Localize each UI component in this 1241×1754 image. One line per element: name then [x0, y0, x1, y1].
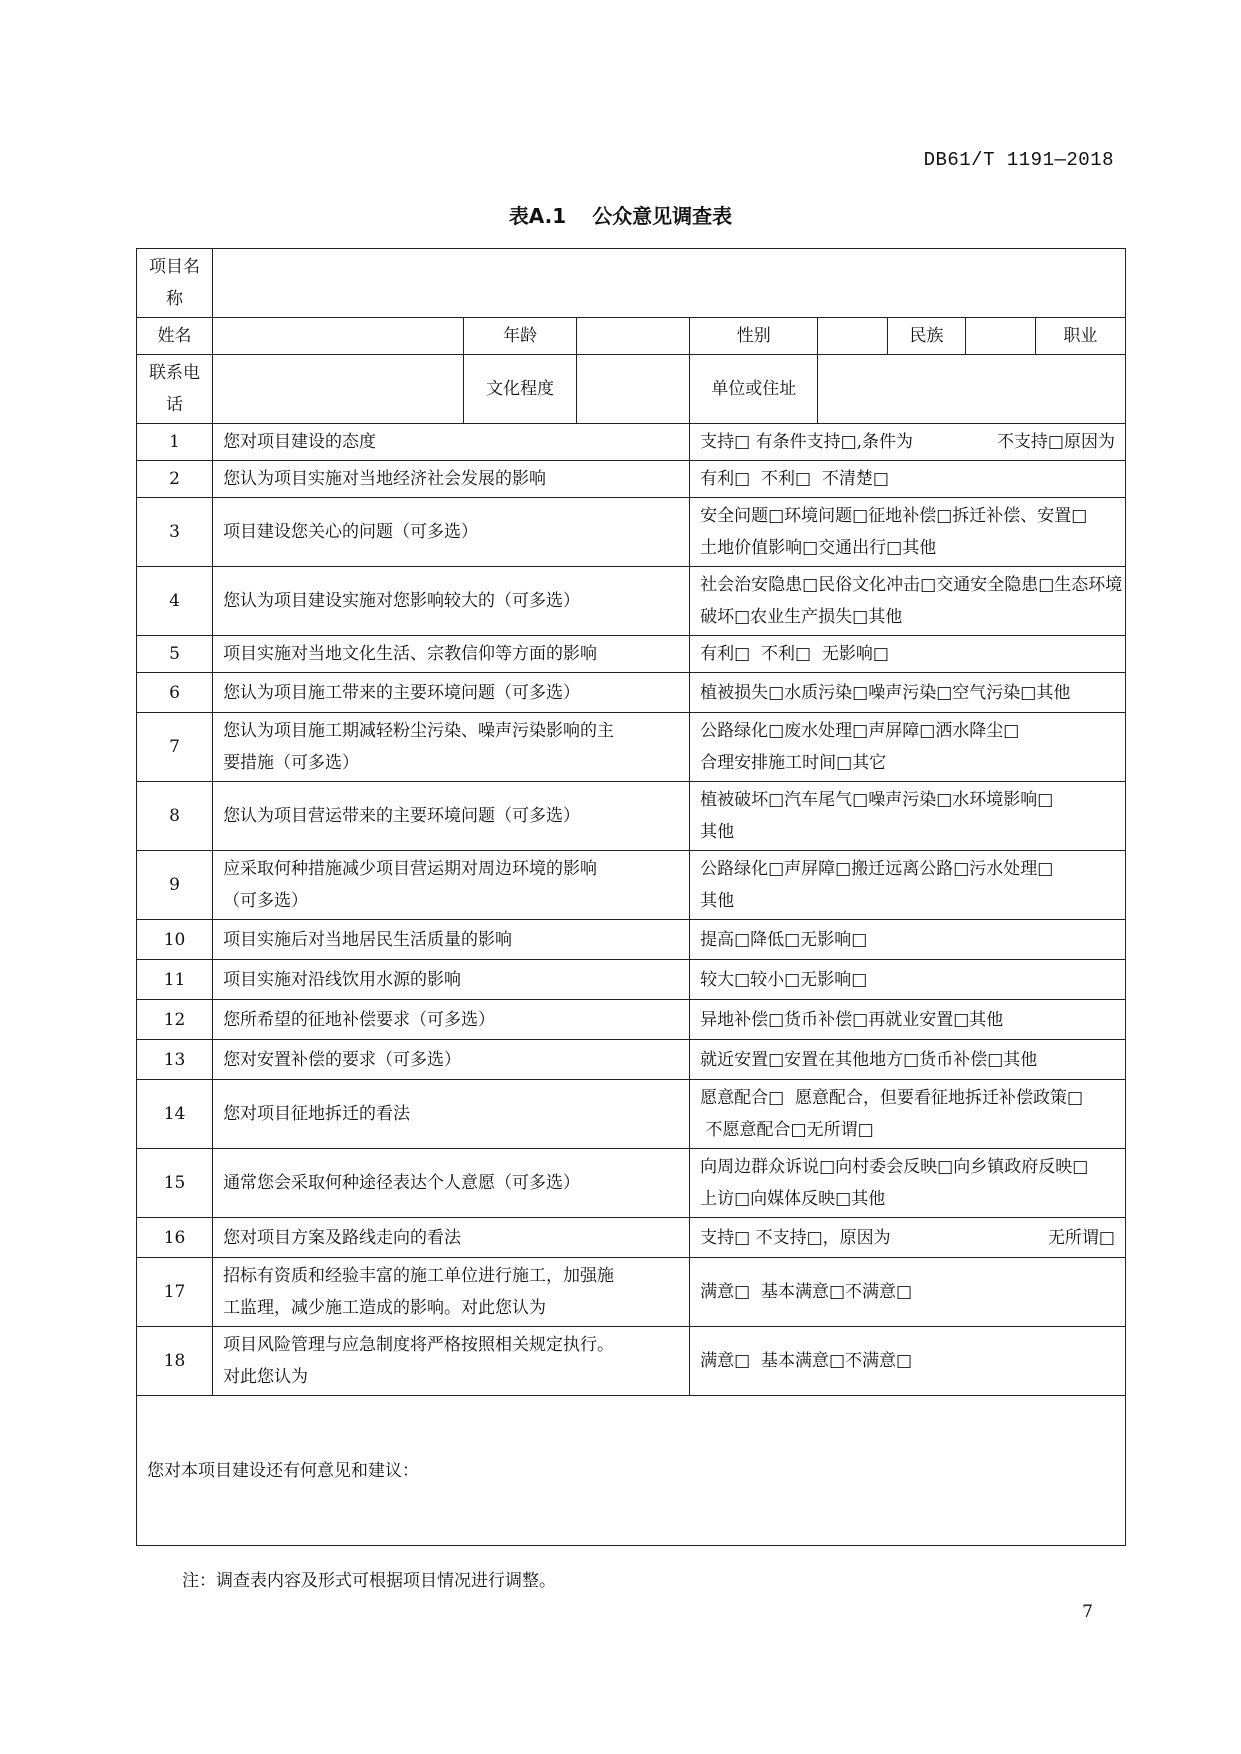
question-text	[213, 1080, 690, 1149]
question-text	[213, 498, 690, 567]
question-text-line: 工监理，减少施工造成的影响。对此您认为	[223, 1298, 547, 1318]
education-label: 文化程度	[464, 355, 577, 424]
question-row	[137, 498, 1126, 567]
table-title-text: 公众意见调查表	[592, 204, 733, 228]
answer-option-text: 向周边群众诉说□向村委会反映□向乡镇政府反映□	[700, 1157, 1089, 1177]
question-row	[137, 461, 1126, 498]
occupation-label: 职业	[1035, 318, 1125, 355]
answer-option-text: 公路绿化□废水处理□声屏障□洒水降尘□	[700, 721, 1020, 741]
answer-option-text: 安全问题□环境问题□征地补偿□拆迁补偿、安置□	[700, 506, 1088, 526]
gender-label: 性别	[690, 318, 818, 355]
question-text	[213, 1149, 690, 1218]
question-text	[213, 673, 690, 713]
question-text	[213, 713, 690, 782]
name-label: 姓名	[137, 318, 213, 355]
answer-options[interactable]	[690, 782, 1126, 851]
question-text-line: 应采取何种措施减少项目营运期对周边环境的影响	[223, 859, 598, 879]
ethnicity-label: 民族	[887, 318, 965, 355]
question-text-line: 项目建设您关心的问题（可多选）	[223, 522, 479, 542]
question-text	[213, 1218, 690, 1258]
question-text-line: 您认为项目施工带来的主要环境问题（可多选）	[223, 682, 581, 703]
answer-options[interactable]	[690, 424, 1126, 461]
answer-option-text: 愿意配合□ 愿意配合，但要看征地拆迁补偿政策□	[700, 1088, 1084, 1108]
question-row	[137, 636, 1126, 673]
question-row	[137, 713, 1126, 782]
answer-option-text: 植被破坏□汽车尾气□噪声污染□水环境影响□	[700, 790, 1054, 810]
answer-option-text: 异地补偿□货币补偿□再就业安置□其他	[700, 1009, 1004, 1030]
answer-options[interactable]	[690, 461, 1126, 498]
question-row	[137, 1040, 1126, 1080]
phone-field[interactable]	[213, 355, 464, 424]
question-text	[213, 1000, 690, 1040]
gender-field[interactable]	[818, 318, 888, 355]
standard-code: DB61/T 1191—2018	[923, 149, 1114, 171]
project-name-label: 项目名称	[137, 249, 213, 318]
ethnicity-field[interactable]	[966, 318, 1036, 355]
question-row	[137, 424, 1126, 461]
question-text-line: 您认为项目建设实施对您影响较大的（可多选）	[223, 591, 581, 611]
suggestion-label: 您对本项目建设还有何意见和建议：	[147, 1460, 419, 1481]
question-text	[213, 567, 690, 636]
question-number: 3	[137, 498, 213, 567]
question-text-line: 通常您会采取何种途径表达个人意愿（可多选）	[223, 1173, 581, 1193]
question-number: 8	[137, 782, 213, 851]
answer-option-text: 满意□ 基本满意□不满意□	[700, 1351, 913, 1371]
question-number: 9	[137, 851, 213, 920]
answer-option-text: 无所谓□	[1047, 1227, 1115, 1248]
answer-option-text: 有利□ 不利□ 不清楚□	[700, 469, 889, 489]
answer-option-text: 提高□降低□无影响□	[700, 929, 868, 950]
question-row	[137, 960, 1126, 1000]
answer-options[interactable]	[690, 1218, 1126, 1258]
question-number: 6	[137, 673, 213, 713]
question-row	[137, 1218, 1126, 1258]
answer-option-text: 不愿意配合□无所谓□	[700, 1120, 874, 1140]
question-text-line: 您对安置补偿的要求（可多选）	[223, 1049, 462, 1070]
question-text	[213, 1327, 690, 1396]
question-row	[137, 1327, 1126, 1396]
question-text-line: 要措施（可多选）	[223, 753, 360, 773]
question-number: 15	[137, 1149, 213, 1218]
project-name-field[interactable]	[213, 249, 1126, 318]
question-number: 12	[137, 1000, 213, 1040]
answer-option-text: 支持□ 有条件支持□,条件为	[700, 432, 914, 452]
suggestion-row	[137, 1396, 1126, 1546]
question-number: 10	[137, 920, 213, 960]
answer-options[interactable]	[690, 1040, 1126, 1080]
question-text-line: 您对项目建设的态度	[223, 432, 377, 452]
question-row	[137, 1080, 1126, 1149]
question-number: 5	[137, 636, 213, 673]
question-text-line: 项目实施对当地文化生活、宗教信仰等方面的影响	[223, 644, 598, 664]
answer-options[interactable]	[690, 1258, 1126, 1327]
answer-options[interactable]	[690, 713, 1126, 782]
question-text-line: 对此您认为	[223, 1367, 309, 1387]
table-number: 表A.1	[508, 204, 567, 228]
address-label: 单位或住址	[690, 355, 818, 424]
answer-option-text: 其他	[700, 891, 735, 911]
question-text-line: 您认为项目营运带来的主要环境问题（可多选）	[223, 806, 581, 826]
table-note: 注：调查表内容及形式可根据项目情况进行调整。	[182, 1571, 556, 1591]
question-row	[137, 782, 1126, 851]
question-row	[137, 567, 1126, 636]
question-number: 2	[137, 461, 213, 498]
answer-options[interactable]	[690, 1000, 1126, 1040]
answer-option-text: 就近安置□安置在其他地方□货币补偿□其他	[700, 1049, 1038, 1070]
suggestion-field[interactable]	[137, 1396, 1126, 1546]
answer-options[interactable]	[690, 1327, 1126, 1396]
answer-option-text: 社会治安隐患□民俗文化冲击□交通安全隐患□生态环境	[700, 575, 1123, 595]
answer-options-line	[700, 426, 1115, 458]
question-text-line: 您所希望的征地补偿要求（可多选）	[223, 1009, 496, 1030]
question-text-line: 您认为项目实施对当地经济社会发展的影响	[223, 469, 547, 489]
person-info-row	[137, 318, 1126, 355]
question-number: 7	[137, 713, 213, 782]
question-row	[137, 1258, 1126, 1327]
answer-options[interactable]	[690, 851, 1126, 920]
question-number: 14	[137, 1080, 213, 1149]
contact-row	[137, 355, 1126, 424]
question-number: 17	[137, 1258, 213, 1327]
age-label: 年龄	[464, 318, 577, 355]
answer-option-text: 有利□ 不利□ 无影响□	[700, 644, 889, 664]
education-field[interactable]	[577, 355, 690, 424]
question-number: 16	[137, 1218, 213, 1258]
age-field[interactable]	[577, 318, 690, 355]
page-number: 7	[1082, 1602, 1093, 1622]
question-text	[213, 461, 690, 498]
name-field[interactable]	[213, 318, 464, 355]
question-row	[137, 920, 1126, 960]
table-title	[0, 200, 1241, 229]
answer-option-text: 破坏□农业生产损失□其他	[700, 607, 903, 627]
question-text-line: 项目实施后对当地居民生活质量的影响	[223, 929, 513, 950]
question-text-line: 您对项目方案及路线走向的看法	[223, 1227, 462, 1248]
answer-option-text: 不支持□原因为	[996, 432, 1115, 452]
question-number: 18	[137, 1327, 213, 1396]
question-row	[137, 1000, 1126, 1040]
question-text	[213, 851, 690, 920]
question-text-line: 项目实施对沿线饮用水源的影响	[223, 969, 462, 990]
question-row	[137, 851, 1126, 920]
answer-options[interactable]	[690, 1149, 1126, 1218]
question-text-line: （可多选）	[223, 891, 309, 911]
answer-options[interactable]	[690, 1080, 1126, 1149]
address-field[interactable]	[818, 355, 1126, 424]
question-text	[213, 920, 690, 960]
question-row	[137, 673, 1126, 713]
question-text	[213, 424, 690, 461]
answer-option-text: 合理安排施工时间□其它	[700, 753, 887, 773]
question-text	[213, 636, 690, 673]
question-text	[213, 960, 690, 1000]
answer-options[interactable]	[690, 960, 1126, 1000]
answer-option-text: 较大□较小□无影响□	[700, 969, 868, 990]
question-text-line: 招标有资质和经验丰富的施工单位进行施工，加强施	[223, 1266, 615, 1286]
answer-option-text: 支持□ 不支持□，原因为	[700, 1227, 891, 1248]
question-number: 11	[137, 960, 213, 1000]
answer-option-text: 公路绿化□声屏障□搬迁远离公路□污水处理□	[700, 859, 1054, 879]
phone-label: 联系电话	[137, 355, 213, 424]
answer-options-line	[700, 1222, 1115, 1254]
question-text-line: 您对项目征地拆迁的看法	[223, 1104, 411, 1124]
project-name-row	[137, 249, 1126, 318]
answer-option-text: 满意□ 基本满意□不满意□	[700, 1282, 913, 1302]
answer-option-text: 上访□向媒体反映□其他	[700, 1189, 886, 1209]
question-text-line: 您认为项目施工期减轻粉尘污染、噪声污染影响的主	[223, 721, 615, 741]
question-number: 13	[137, 1040, 213, 1080]
answer-option-text: 其他	[700, 822, 735, 842]
question-number: 1	[137, 424, 213, 461]
answer-options[interactable]	[690, 673, 1126, 713]
answer-option-text: 土地价值影响□交通出行□其他	[700, 538, 937, 558]
question-text	[213, 782, 690, 851]
answer-options[interactable]	[690, 498, 1126, 567]
answer-options[interactable]	[690, 567, 1126, 636]
question-text-line: 项目风险管理与应急制度将严格按照相关规定执行。	[223, 1335, 615, 1355]
question-text	[213, 1258, 690, 1327]
answer-options[interactable]	[690, 920, 1126, 960]
question-number: 4	[137, 567, 213, 636]
question-row	[137, 1149, 1126, 1218]
answer-options[interactable]	[690, 636, 1126, 673]
question-text	[213, 1040, 690, 1080]
survey-table	[136, 248, 1126, 1546]
answer-option-text: 植被损失□水质污染□噪声污染□空气污染□其他	[700, 682, 1071, 703]
